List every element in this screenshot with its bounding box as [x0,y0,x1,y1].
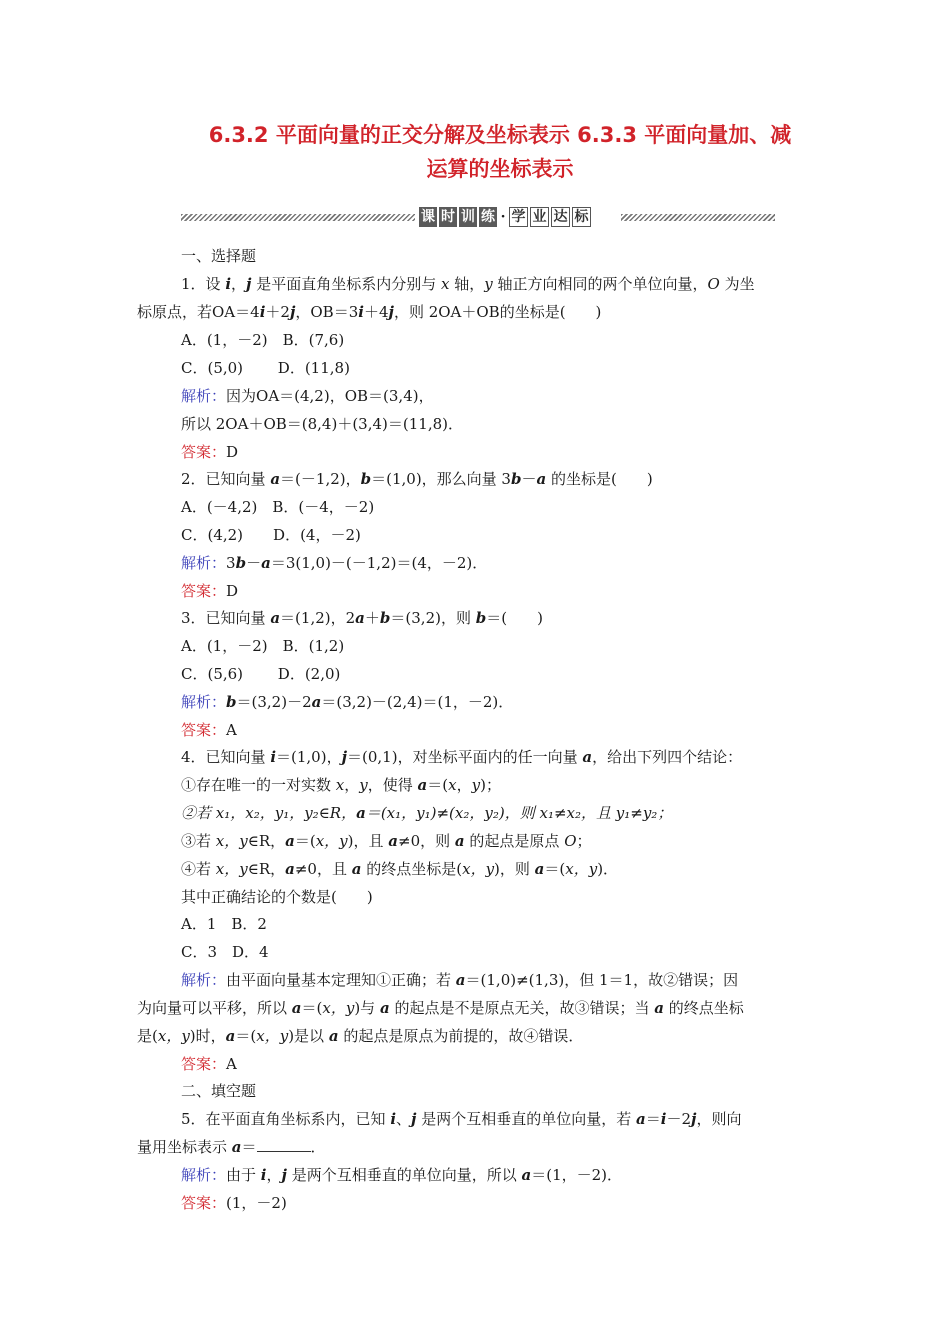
banner-stripe-left [181,214,415,221]
question-3-answer: 答案：A [181,721,237,739]
question-4-options-cd: C．3 D．4 [181,943,269,961]
question-4-stem: 4．已知向量 i＝(1,0)，j＝(0,1)，对坐标平面内的任一向量 a，给出下列四个结论： [181,748,743,766]
section-heading-choice: 一、选择题 [181,247,257,265]
question-2-answer: 答案：D [181,582,239,600]
question-5-solution: 解析：由于 i，j 是两个互相垂直的单位向量，所以 a＝(1，－2)． [181,1166,623,1184]
banner-char: 时 [441,209,455,225]
banner-dot: · [500,209,506,225]
section-heading-fill: 二、填空题 [181,1082,257,1100]
banner-label [419,206,593,228]
question-3-options-cd: C．(5,6) D．(2,0) [181,665,341,683]
question-4-answer: 答案：A [181,1055,237,1073]
section-banner [181,206,775,228]
banner-char: 业 [530,207,549,227]
page-title-line2: 运算的坐标表示 [426,157,574,181]
question-1-line2: 标原点，若OA＝4i＋2j，OB＝3i＋4j，则 2OA＋OB的坐标是( ) [137,303,602,321]
question-5-line1: 5．在平面直角坐标系内，已知 i、j 是两个互相垂直的单位向量，若 a＝i－2j，则向 [181,1110,742,1128]
question-3-stem: 3．已知向量 a＝(1,2)，2a＋b＝(3,2)，则 b＝( ) [181,609,543,627]
banner-char: 标 [572,207,591,227]
question-1-options-ab: A．(1，－2) B．(7,6) [181,331,345,349]
question-5-line2: 量用坐标表示 a＝ ． [137,1138,326,1156]
question-2-stem: 2．已知向量 a＝(－1,2)，b＝(1,0)，那么向量 3b－a 的坐标是( ) [181,470,653,488]
question-5-answer: 答案：(1，－2) [181,1194,287,1212]
question-3-solution: 解析：b＝(3,2)－2a＝(3,2)－(2,4)＝(1，－2)． [181,693,514,711]
banner-char: 学 [509,207,528,227]
question-4-options-ab: A．1 B．2 [181,915,267,933]
question-1-answer: 答案：D [181,443,239,461]
question-4-claim-4: ④若 x，y∈R，a≠0，且 a 的终点坐标是(x，y)，则 a＝(x，y)． [181,860,619,878]
question-1-solution-1: 解析：因为OA＝(4,2)，OB＝(3,4)， [181,387,434,405]
page-title-line1: 6.3.2 平面向量的正交分解及坐标表示 6.3.3 平面向量加、减 [208,123,792,147]
banner-char: 达 [551,207,570,227]
question-2-options-ab: A．(－4,2) B．(－4，－2) [181,498,375,516]
question-4-claim-1: ①存在唯一的一对实数 x，y，使得 a＝(x，y)； [181,776,501,794]
question-4-solution-2: 为向量可以平移，所以 a＝(x，y)与 a 的起点是不是原点无关，故③错误；当 a 的终点坐标 [137,999,744,1017]
banner-stripe-right [621,214,775,221]
question-3-options-ab: A．(1，－2) B．(1,2) [181,637,345,655]
question-4-claim-3: ③若 x，y∈R，a＝(x，y)，且 a≠0，则 a 的起点是原点 O； [181,832,592,850]
banner-char: 练 [481,209,495,225]
banner-char: 训 [461,209,475,225]
question-2-solution: 解析：3b－a＝3(1,0)－(－1,2)＝(4，－2)． [181,554,488,572]
question-1-line1: 1．设 i，j 是平面直角坐标系内分别与 x 轴，y 轴正方向相同的两个单位向量，O 为坐 [181,275,755,293]
question-4-solution-1: 解析：由平面向量基本定理知①正确；若 a＝(1,0)≠(1,3)，但 1＝1，故②错误；因 [181,971,739,989]
question-4-prompt: 其中正确结论的个数是( ) [181,888,373,906]
question-4-claim-2: ②若 x₁，x₂，y₁，y₂∈R，a＝(x₁，y₁)≠(x₂，y₂)，则 x₁≠x₂，且 y₁≠y₂； [181,804,673,822]
question-1-options-cd: C．(5,0) D．(11,8) [181,359,350,377]
question-2-options-cd: C．(4,2) D．(4，－2) [181,526,361,544]
question-4-solution-3: 是(x，y)时，a＝(x，y)是以 a 的起点是原点为前提的，故④错误． [137,1027,584,1045]
answer-blank [257,1137,311,1152]
banner-char: 课 [421,209,435,225]
question-1-solution-2: 所以 2OA＋OB＝(8,4)＋(3,4)＝(11,8)． [181,415,463,433]
